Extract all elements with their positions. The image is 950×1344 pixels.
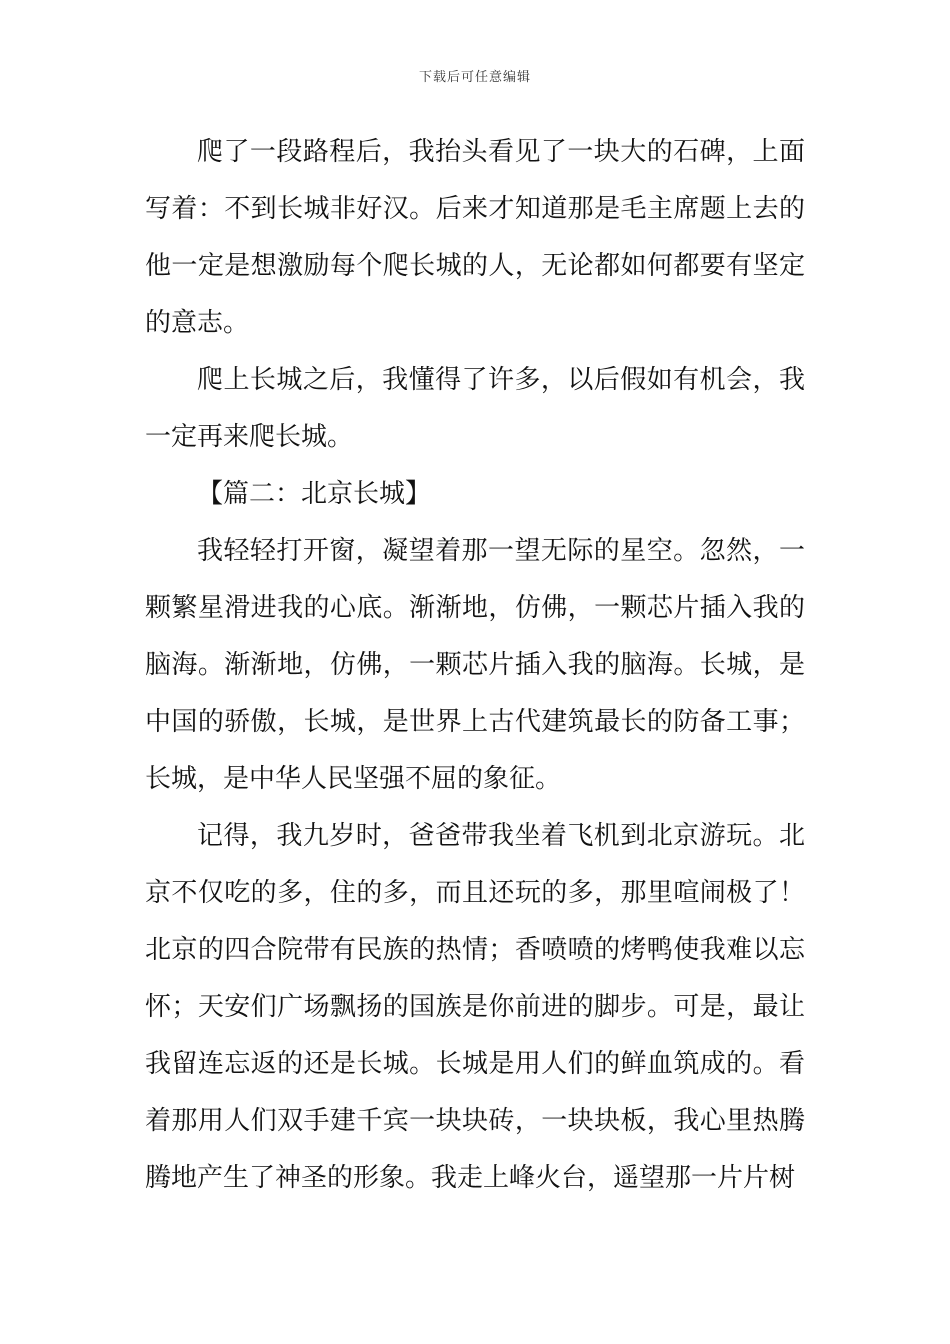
paragraph-beijing-trip: 记得，我九岁时，爸爸带我坐着飞机到北京游玩。北京不仅吃的多，住的多，而且还玩的多，那里喧闹极了！北京的四合院带有民族的热情；香喷喷的烤鸭使我难以忘怀；天安们广场飘扬的国族是你前进的脚步。可是，最让我留连忘返的还是长城。长城是用人们的鲜血筑成的。看着那用人们双手建千宾一块块砖，一块块板，我心里热腾腾地产生了神圣的形象。我走上峰火台，遥望那一片片树: [145, 821, 805, 1193]
paragraph-stone-tablet: 爬了一段路程后，我抬头看见了一块大的石碑，上面写着：不到长城非好汉。后来才知道那是毛主席题上去的他一定是想激励每个爬长城的人，无论都如何都要有坚定的意志。: [145, 137, 805, 338]
paragraph-after-climb: 爬上长城之后，我懂得了许多，以后假如有机会，我一定再来爬长城。: [145, 365, 805, 452]
document-body: [145, 124, 805, 1207]
paragraph-starry-sky: 我轻轻打开窗，凝望着那一望无际的星空。忽然，一颗繁星滑进我的心底。渐渐地，仿佛，一颗芯片插入我的脑海。渐渐地，仿佛，一颗芯片插入我的脑海。长城，是中国的骄傲，长城，是世界上古代建筑最长的防备工事；长城，是中华人民坚强不屈的象征。: [145, 536, 805, 794]
page-header-note: 下载后可任意编辑: [418, 70, 531, 85]
section-heading: 【篇二：北京长城】: [197, 479, 432, 509]
